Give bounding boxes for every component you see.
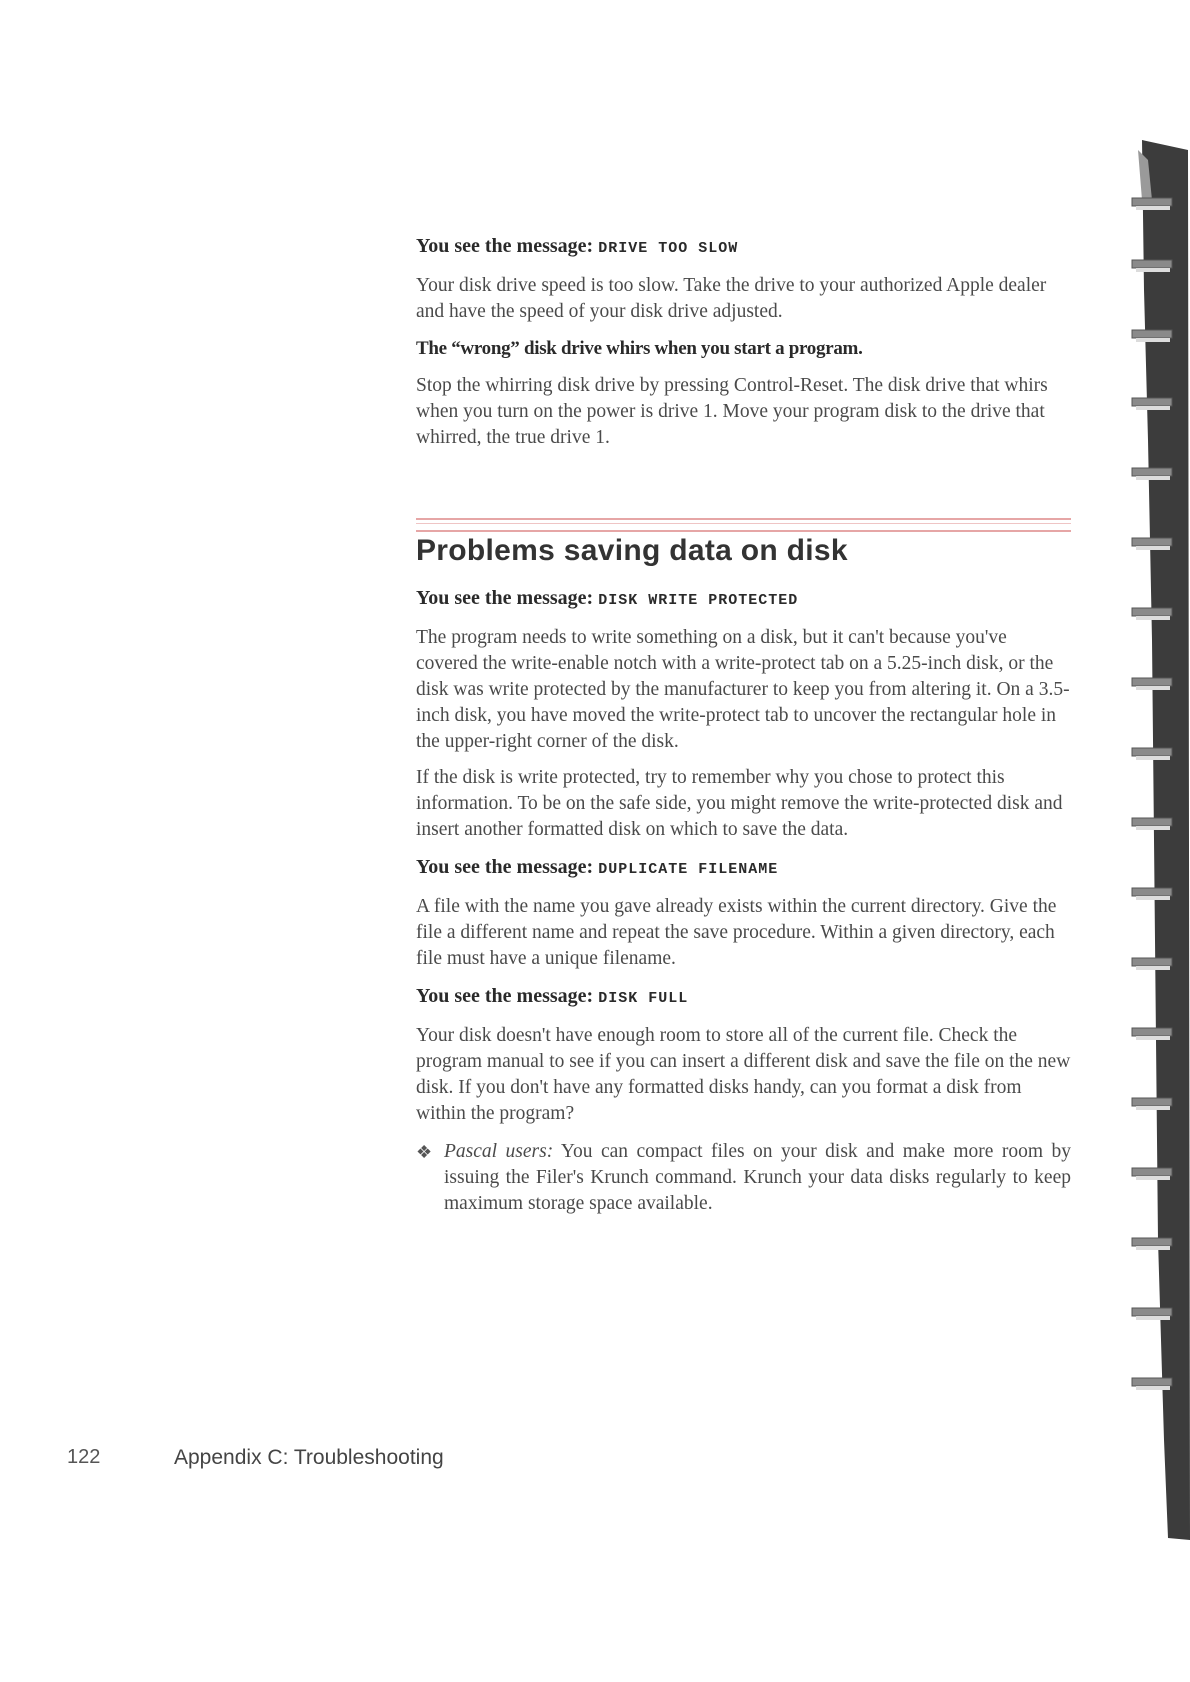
paragraph: Your disk doesn't have enough room to store all of the current file. Check the program manual to see if you can insert a different disk and save the file on the new disk. If you don't have any formatted disks handy, can you format a disk from within the program? bbox=[416, 1025, 1071, 1124]
paragraph: Your disk drive speed is too slow. Take the drive to your authorized Apple dealer and have the speed of your disk drive adjusted. bbox=[416, 275, 1047, 322]
entry-heading bbox=[416, 232, 1071, 263]
section-title: Problems saving data on disk bbox=[416, 534, 848, 567]
error-code: DISK FULL bbox=[598, 990, 689, 1007]
note-label: Pascal users: bbox=[444, 1141, 554, 1162]
page-number: 122 bbox=[67, 1446, 101, 1468]
entry-heading bbox=[416, 982, 1071, 1013]
error-code: DUPLICATE FILENAME bbox=[598, 861, 779, 878]
note-text: You can compact files on your disk and make more room by issuing the Filer's Krunch command. Krunch your data disks regularly to keep maximum storage space available. bbox=[444, 1141, 1071, 1214]
heading-label: You see the message: bbox=[416, 235, 594, 257]
heading-label: You see the message: bbox=[416, 985, 594, 1007]
paragraph: The program needs to write something on a disk, but it can't because you've covered the write-enable notch with a write-protect tab on a 5.25-inch disk, or the disk was write protected by the manufacturer to keep you from altering it. On a 3.5-inch disk, you have moved the write-protect tab to uncover the rectangular hole in the upper-right corner of the disk. bbox=[416, 627, 1070, 752]
entry-heading bbox=[416, 335, 1071, 363]
diamond-bullet-icon: ❖ bbox=[416, 1142, 433, 1162]
note bbox=[416, 1139, 1071, 1217]
error-code: DISK WRITE PROTECTED bbox=[598, 592, 799, 609]
section-content bbox=[416, 584, 1071, 1217]
note-body bbox=[444, 1139, 1071, 1217]
heading-label: You see the message: bbox=[416, 587, 594, 609]
spiral-binding-icon bbox=[1128, 140, 1190, 1540]
heading-label: The “wrong” disk drive whirs when you start a program. bbox=[416, 338, 863, 359]
entry-heading bbox=[416, 584, 1071, 615]
paragraph: If the disk is write protected, try to remember why you chose to protect this information. To be on the safe side, you might remove the write-protected disk and insert another formatted disk on which to save the data. bbox=[416, 767, 1063, 840]
section-divider bbox=[416, 518, 1071, 532]
error-code: DRIVE TOO SLOW bbox=[598, 240, 739, 257]
page-content bbox=[416, 232, 1071, 451]
heading-label: You see the message: bbox=[416, 856, 594, 878]
entry-heading bbox=[416, 853, 1071, 884]
running-footer: Appendix C: Troubleshooting bbox=[174, 1446, 444, 1469]
paragraph: Stop the whirring disk drive by pressing Control-Reset. The disk drive that whirs when you turn on the power is drive 1. Move your program disk to the drive that whirred, the true drive 1. bbox=[416, 375, 1048, 448]
paragraph: A file with the name you gave already exists within the current directory. Give the file a different name and repeat the save procedure. Within a given directory, each file must have a unique filename. bbox=[416, 896, 1057, 969]
